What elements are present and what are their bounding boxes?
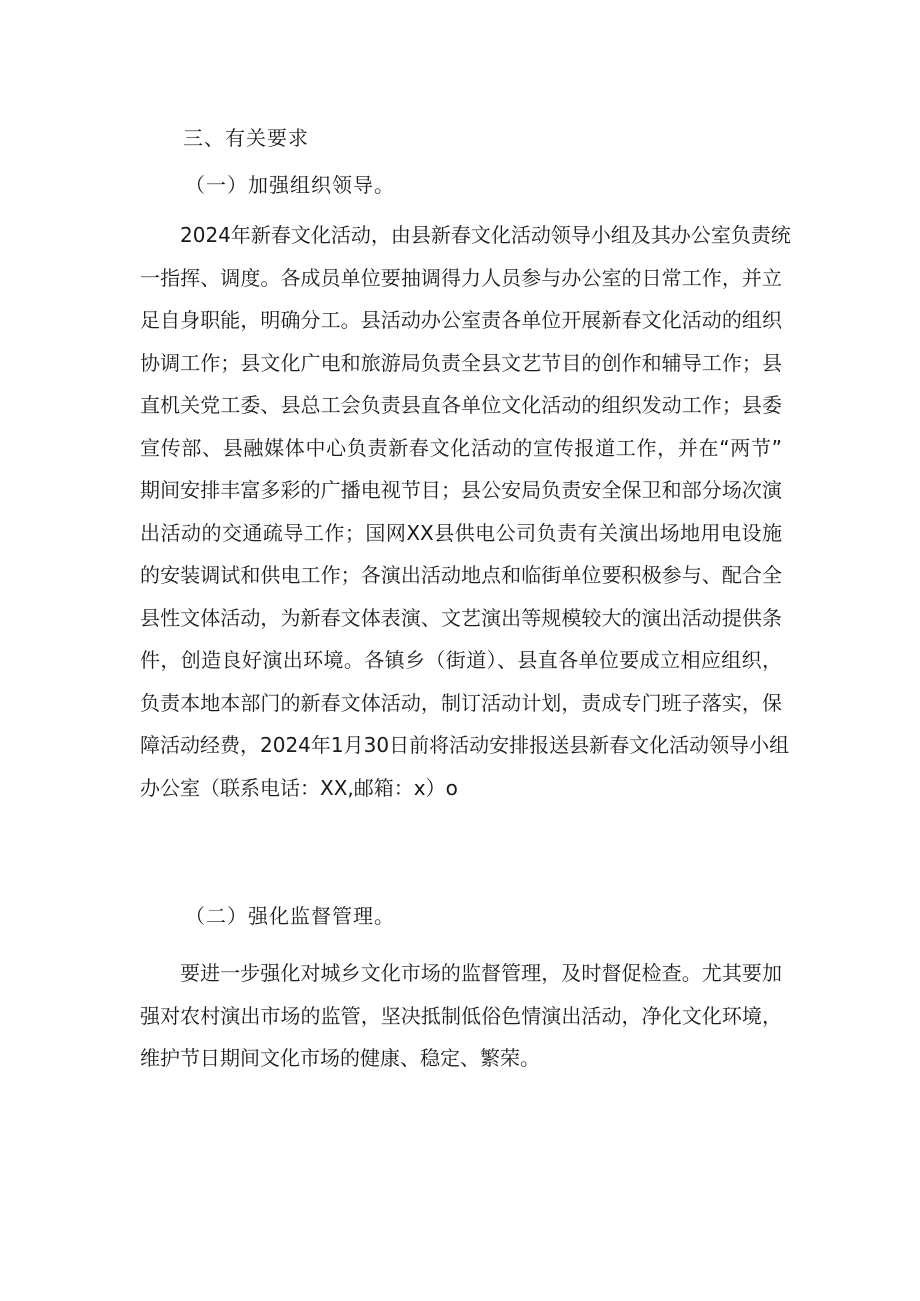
paragraph-line: 直机关党工委、县总工会负责县直各单位文化活动的组织发动工作；县委 xyxy=(140,393,782,417)
subsection-1-title: （一）加强组织领导。 xyxy=(185,173,395,197)
paragraph-line: 县性文体活动，为新春文体表演、文艺演出等规模较大的演出活动提供条 xyxy=(140,605,782,630)
paragraph-line: 2024年新春文化活动，由县新春文化活动领导小组及其办公室负责统 xyxy=(180,223,791,247)
paragraph-line: 宣传部、县融媒体中心负责新春文化活动的宣传报道工作，并在“两节” xyxy=(140,435,782,460)
paragraph-line: 强对农村演出市场的监管，坚决抵制低俗色情演出活动，净化文化环境， xyxy=(140,1003,782,1028)
paragraph-line: 件，创造良好演出环境。各镇乡（街道）、县直各单位要成立相应组织， xyxy=(140,648,782,672)
paragraph-line: 出活动的交通疏导工作；国网XX县供电公司负责有关演出场地用电设施 xyxy=(140,520,782,545)
paragraph-line: 协调工作；县文化广电和旅游局负责全县文艺节目的创作和辅导工作；县 xyxy=(140,350,782,375)
paragraph-line: 要进一步强化对城乡文化市场的监督管理，及时督促检查。尤其要加 xyxy=(180,961,782,985)
paragraph-line: 负责本地本部门的新春文体活动，制订活动计划，责成专门班子落实，保 xyxy=(140,690,782,715)
subsection-2-title: （二）强化监督管理。 xyxy=(185,904,395,928)
paragraph-line: 一指挥、调度。各成员单位要抽调得力人员参与办公室的日常工作，并立 xyxy=(140,265,782,290)
paragraph-line: 足自身职能，明确分工。县活动办公室责各单位开展新春文化活动的组织 xyxy=(140,308,782,332)
subsection-2-paragraph xyxy=(140,952,782,1080)
paragraph-line: 办公室（联系电话：XX,邮箱：x）o xyxy=(140,775,458,800)
paragraph-line: 障活动经费，2024年1月30日前将活动安排报送县新春文化活动领导小组 xyxy=(140,733,790,757)
section-heading: 三、有关要求 xyxy=(183,126,309,150)
paragraph-line: 的安装调试和供电工作；各演出活动地点和临街单位要积极参与、配合全 xyxy=(140,563,782,587)
subsection-1-paragraph xyxy=(140,214,791,809)
paragraph-line: 期间安排丰富多彩的广播电视节目；县公安局负责安全保卫和部分场次演 xyxy=(140,478,782,502)
paragraph-line: 维护节日期间文化市场的健康、稳定、繁荣。 xyxy=(140,1046,540,1070)
